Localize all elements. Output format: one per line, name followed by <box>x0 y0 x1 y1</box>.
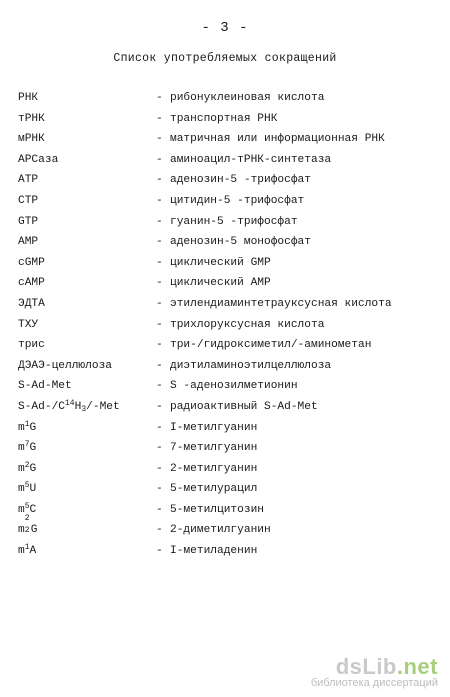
watermark <box>311 654 438 689</box>
definition: диэтиламиноэтилцеллюлоза <box>170 359 332 372</box>
list-item <box>18 109 438 130</box>
definition: S -аденозилметионин <box>170 380 298 393</box>
definition: аминоацил-тРНК-синтетаза <box>170 153 332 166</box>
abbreviation-suffix: C <box>29 503 37 516</box>
abbreviation <box>18 376 72 397</box>
dash: - <box>156 112 163 125</box>
list-item <box>18 273 438 294</box>
list-item <box>18 376 438 397</box>
list-item <box>18 418 438 439</box>
list-item <box>18 150 438 171</box>
abbreviation-text: ТХУ <box>18 318 39 331</box>
page-title: Список употребляемых сокращений <box>113 52 337 65</box>
abbreviation-superscript: 1 <box>24 419 30 429</box>
dash: - <box>156 442 163 455</box>
list-item <box>18 397 438 418</box>
list-item <box>18 479 438 500</box>
abbreviation-superscript: 5 <box>24 481 30 491</box>
definition: аденозин-5 монофосфат <box>170 236 311 249</box>
abbreviation: m 2 2 G <box>18 514 38 537</box>
definition: рибонуклеиновая кислота <box>170 92 325 104</box>
abbreviation-suffix: U <box>29 483 37 496</box>
abbreviation <box>18 418 36 439</box>
abbreviation <box>18 315 38 336</box>
list-item <box>18 129 438 150</box>
dash: - <box>156 174 163 187</box>
abbreviation-superscript: 7 <box>24 440 30 450</box>
dash: - <box>156 318 163 331</box>
dash: - <box>156 133 163 146</box>
definition: трихлоруксусная кислота <box>170 318 325 331</box>
abbreviation-text: GTP <box>18 215 39 228</box>
abbreviation-text: СТР <box>18 194 39 207</box>
dash: - <box>156 524 163 537</box>
abbreviation-text: трис <box>18 339 45 352</box>
abbreviation <box>18 397 120 418</box>
abbreviation <box>18 109 45 130</box>
abbreviation-text: РНК <box>18 92 39 104</box>
dash: - <box>156 462 163 475</box>
abbreviation-superscript: 1 <box>24 543 30 553</box>
abbreviation <box>18 88 38 109</box>
abbreviation-text: m <box>18 524 25 537</box>
abbreviation-text: cAMP <box>18 277 45 290</box>
watermark-subtitle: библиотека диссертаций <box>310 677 438 689</box>
abbreviation <box>18 170 38 191</box>
abbreviation-suffix: G <box>29 421 37 434</box>
abbreviation <box>18 479 36 500</box>
dash: - <box>156 421 163 434</box>
dash: - <box>156 339 163 352</box>
definition: 5-метилцитозин <box>170 503 264 516</box>
abbreviation <box>18 150 58 171</box>
dash: - <box>156 215 163 228</box>
abbreviation <box>18 541 36 562</box>
definition: I-метиладенин <box>170 545 258 558</box>
definition: 5-метилурацил <box>170 483 258 496</box>
abbreviation-text: m <box>18 421 25 434</box>
list-item <box>18 514 438 541</box>
abbreviation-text: мРНК <box>18 133 45 146</box>
abbreviation <box>18 335 45 356</box>
definition: транспортная РНК <box>170 112 278 125</box>
abbreviation-suffix: G <box>29 442 37 455</box>
dash: - <box>156 359 163 372</box>
abbreviation-suffix: G <box>29 462 37 475</box>
abbreviation-text: m <box>18 462 25 475</box>
definition: аденозин-5 -трифосфат <box>170 174 311 187</box>
dash: - <box>156 256 163 269</box>
abbreviation-subscript: 3 <box>81 404 87 414</box>
abbreviation <box>18 459 36 480</box>
abbreviation-text: ЭДТА <box>18 297 45 310</box>
abbreviation-text: тРНК <box>18 112 45 125</box>
watermark-logo-main: dsLib <box>335 654 397 679</box>
definition: гуанин-5 -трифосфат <box>170 215 298 228</box>
dash: - <box>156 194 163 207</box>
abbreviation-superscript: 2 <box>24 460 30 470</box>
definition: 2-метилгуанин <box>170 462 258 475</box>
abbreviation-text: cGMP <box>18 256 45 269</box>
abbreviation-text: m <box>18 503 25 516</box>
list-item <box>18 356 438 377</box>
definition: 7-метилгуанин <box>170 442 258 455</box>
dash: - <box>156 92 163 104</box>
abbreviation-text: S-Ad-Met <box>18 380 72 393</box>
list-item <box>18 294 438 315</box>
abbreviation <box>18 191 38 212</box>
definition: матричная или информационная РНК <box>170 133 385 146</box>
dash: - <box>156 153 163 166</box>
list-item <box>18 459 438 480</box>
watermark-logo-accent: .net <box>396 654 438 679</box>
list-item <box>18 232 438 253</box>
abbreviation <box>18 438 36 459</box>
definition: циклический GMP <box>170 256 271 269</box>
list-item <box>18 500 438 521</box>
abbreviation <box>18 273 45 294</box>
dash: - <box>156 380 163 393</box>
abbreviation-suffix: G <box>30 524 38 537</box>
dash: - <box>156 400 163 413</box>
definition: циклический АМР <box>170 277 271 290</box>
list-item <box>18 191 438 212</box>
abbreviation-suffix: /-Met <box>86 400 120 413</box>
abbreviation-text: АМР <box>18 236 39 249</box>
abbreviation-text: АРСаза <box>18 153 59 166</box>
abbreviation <box>18 129 45 150</box>
list-item <box>18 253 438 274</box>
definition: цитидин-5 -трифосфат <box>170 194 305 207</box>
abbreviation <box>18 253 45 274</box>
abbreviation-list <box>18 88 438 562</box>
definition: 2-диметилгуанин <box>170 524 271 537</box>
list-item <box>18 335 438 356</box>
list-item <box>18 88 438 109</box>
list-item <box>18 315 438 336</box>
list-item <box>18 170 438 191</box>
abbreviation <box>18 356 112 377</box>
abbreviation-suffix: H <box>74 400 82 413</box>
abbreviation <box>18 294 45 315</box>
dash: - <box>156 545 163 558</box>
definition: I-метилгуанин <box>170 421 258 434</box>
abbreviation-text: S-Ad-/C <box>18 400 65 413</box>
list-item <box>18 541 438 562</box>
abbreviation-text: АТР <box>18 174 39 187</box>
abbreviation-superscript: 14 <box>65 398 75 408</box>
dash: - <box>156 297 163 310</box>
abbreviation-text: m <box>18 483 25 496</box>
abbreviation-superscript: 5 <box>24 501 30 511</box>
list-item <box>18 438 438 459</box>
dash: - <box>156 503 163 516</box>
list-item <box>18 212 438 233</box>
dash: - <box>156 236 163 249</box>
dash: - <box>156 277 163 290</box>
dash: - <box>156 483 163 496</box>
abbreviation-text: m <box>18 545 25 558</box>
abbreviation <box>18 232 38 253</box>
abbreviation <box>18 212 38 233</box>
abbreviation-suffix: A <box>29 545 37 558</box>
definition: этилендиаминтетрауксусная кислота <box>170 297 392 310</box>
abbreviation-text: ДЭАЭ-целлюлоза <box>18 359 112 372</box>
page-number: - 3 - <box>201 20 249 36</box>
abbreviation-text: m <box>18 442 25 455</box>
definition: три-/гидроксиметил/-аминометан <box>170 339 372 352</box>
definition: радиоактивный S-Ad-Met <box>170 400 318 413</box>
